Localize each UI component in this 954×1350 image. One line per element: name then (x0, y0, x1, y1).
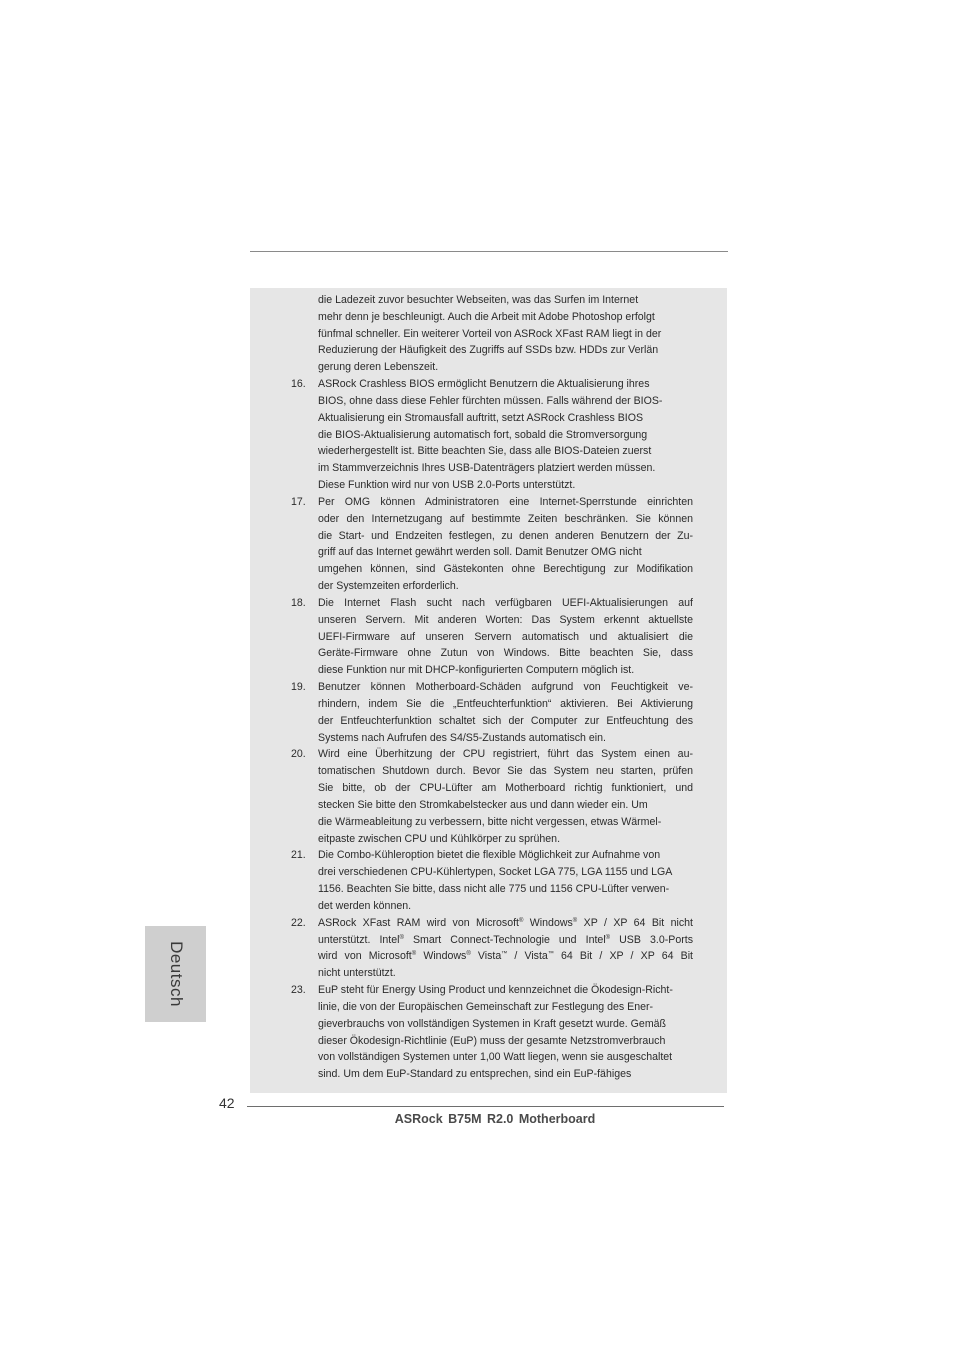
text-line: ASRock XFast RAM wird von Microsoft® Windows® XP / XP 64 Bit nicht (318, 916, 693, 929)
text-line: Systems nach Aufrufen des S4/S5-Zustands automatisch ein. (318, 731, 606, 744)
text-line: 1156. Beachten Sie bitte, dass nicht alle 775 und 1156 CPU-Lüfter verwen- (318, 883, 670, 896)
text-line: griff auf das Internet gewährt werden soll. Damit Benutzer OMG nicht (318, 546, 642, 559)
text-line: tomatischen Shutdown durch. Bevor Sie das System neu starten, prüfen (318, 765, 693, 778)
list-number: 23. (291, 984, 306, 997)
header-divider (250, 251, 728, 252)
text-line: die BIOS-Aktualisierung automatisch fort, sobald die Stromversorgung (318, 428, 648, 441)
language-tab-label: Deutsch (166, 941, 186, 1007)
text-line: gieverbrauchs von vollständigen Systemen in Kraft gesetzt wurde. Gemäß (318, 1017, 667, 1030)
text-line: Wird eine Überhitzung der CPU registriert, führt das System einen au- (318, 748, 693, 761)
text-line: unseren Servern. Mit anderen Worten: Das System erkennt aktuellste (318, 613, 693, 626)
text-line: Geräte-Firmware ohne Zutun von Windows. Bitte beachten Sie, dass (318, 647, 693, 660)
list-number: 18. (291, 596, 306, 609)
text-line: wird von Microsoft® Windows® Vista™ / Vista™ 64 Bit / XP / XP 64 Bit (318, 950, 693, 963)
text-line: rhindern, indem Sie die „Entfeuchterfunktion“ aktivieren. Bei Aktivierung (318, 697, 693, 710)
text-line: Reduzierung der Häufigkeit des Zugriffs auf SSDs bzw. HDDs zur Verlän (318, 344, 659, 357)
text-line: Aktualisierung ein Stromausfall auftritt, setzt ASRock Crashless BIOS (318, 411, 644, 424)
text-line: UEFI-Firmware auf unseren Servern automatisch und aktualisiert die (318, 630, 693, 643)
text-line: dieser Ökodesign-Richtlinie (EuP) muss der gesamte Netzstromverbrauch (318, 1034, 666, 1047)
text-line: det werden können. (318, 899, 412, 912)
text-line: nicht unterstützt. (318, 967, 396, 980)
text-line: die Wärmeableitung zu verbessern, bitte nicht vergessen, etwas Wärmel- (318, 815, 662, 828)
text-line: gerung deren Lebenszeit. (318, 361, 439, 374)
text-line: von vollständigen Systemen unter 1,00 Watt liegen, wenn sie ausgeschaltet (318, 1051, 673, 1064)
text-line: ASRock Crashless BIOS ermöglicht Benutzern die Aktualisierung ihres (318, 378, 650, 391)
text-line: EuP steht für Energy Using Product und kennzeichnet die Ökodesign-Richt- (318, 984, 673, 997)
footer-title: ASRock B75M R2.0 Motherboard (394, 1112, 596, 1126)
text-line: oder den Internetzugang auf bestimmte Zeiten beschränken. Sie können (318, 512, 693, 525)
content-panel (250, 288, 727, 1093)
text-line: wiederhergestellt ist. Bitte beachten Sie, dass alle BIOS-Dateien zuerst (318, 445, 652, 458)
list-number: 20. (291, 748, 306, 761)
text-line: Die Internet Flash sucht nach verfügbaren UEFI-Aktualisierungen auf (318, 596, 693, 609)
text-line: BIOS, ohne dass diese Fehler fürchten müssen. Falls während der BIOS- (318, 394, 663, 407)
text-line: fünfmal schneller. Ein weiterer Vorteil von ASRock XFast RAM liegt in der (318, 327, 662, 340)
text-line: die Ladezeit zuvor besuchter Webseiten, was das Surfen im Internet (318, 294, 639, 306)
list-number: 19. (291, 681, 306, 694)
text-line: linie, die von der Europäischen Gemeinschaft zur Festlegung des Ener- (318, 1000, 654, 1013)
text-line: im Stammverzeichnis Ihres USB-Datenträgers platziert werden müssen. (318, 462, 656, 475)
text-body (250, 288, 727, 1093)
text-line: stecken Sie bitte den Stromkabelstecker aus und dann wieder ein. Um (318, 798, 648, 811)
text-line: Sie bitte, ob der CPU-Lüfter am Motherboard richtig funktioniert, und (318, 782, 693, 795)
text-line: Benutzer können Motherboard-Schäden aufgrund von Feuchtigkeit ve- (318, 681, 693, 694)
language-tab (145, 926, 206, 1022)
text-line: Die Combo-Kühleroption bietet die flexible Möglichkeit zur Aufnahme von (318, 849, 661, 862)
text-line: der Systemzeiten erforderlich. (318, 580, 459, 593)
text-line: drei verschiedenen CPU-Kühlertypen, Socket LGA 775, LGA 1155 und LGA (318, 866, 673, 879)
text-line: umgehen können, sind Gästekonten ohne Berechtigung zur Modifikation (318, 563, 693, 576)
text-line: diese Funktion nur mit DHCP-konfigurierten Computern möglich ist. (318, 664, 635, 677)
text-line: Diese Funktion wird nur von USB 2.0-Ports unterstützt. (318, 479, 576, 492)
footer-divider (247, 1106, 724, 1107)
text-line: der Entfeuchterfunktion schaltet sich der Computer zur Entfeuchtung des (318, 714, 693, 727)
list-number: 21. (291, 849, 306, 862)
list-number: 22. (291, 916, 306, 929)
list-number: 16. (291, 378, 306, 391)
text-line: eitpaste zwischen CPU und Kühlkörper zu sprühen. (318, 832, 561, 845)
text-line: sind. Um dem EuP-Standard zu entsprechen, sind ein EuP-fähiges (318, 1068, 632, 1081)
page-number: 42 (219, 1095, 235, 1111)
text-line: mehr denn je beschleunigt. Auch die Arbeit mit Adobe Photoshop erfolgt (318, 310, 655, 323)
text-line: unterstützt. Intel® Smart Connect-Technologie und Intel® USB 3.0-Ports (318, 933, 693, 946)
text-line: Per OMG können Administratoren eine Internet-Sperrstunde einrichten (318, 495, 693, 508)
list-number: 17. (291, 495, 306, 508)
text-line: die Start- und Endzeiten festlegen, zu denen anderen Benutzern der Zu- (318, 529, 693, 542)
